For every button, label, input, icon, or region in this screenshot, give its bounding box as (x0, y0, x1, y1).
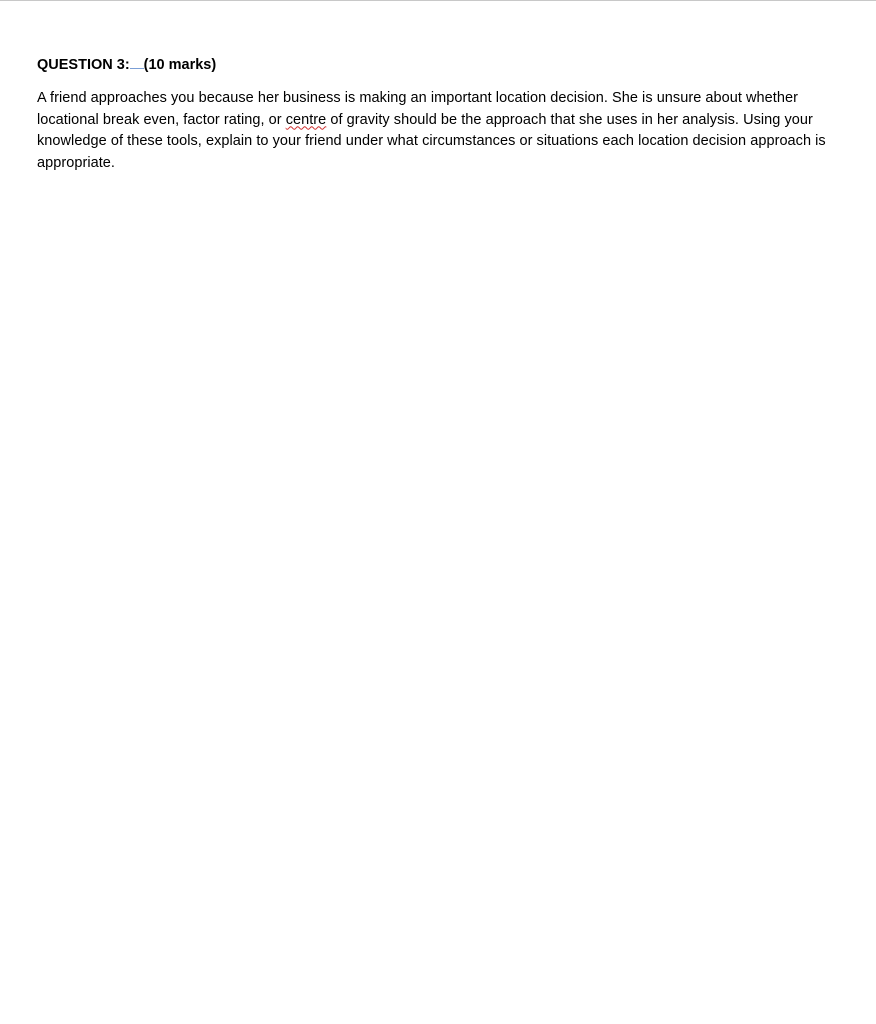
marks-label: (10 marks) (143, 57, 217, 73)
question-paragraph (37, 88, 837, 174)
question-label: QUESTION 3: (37, 57, 130, 73)
paragraph-text-part1: A friend approaches you because her business is making an important location decision. She is unsure about whether locational break even, factor rating, or (37, 90, 798, 128)
question-heading (37, 54, 837, 75)
underlined-gap (130, 54, 144, 69)
spellcheck-flagged-word[interactable]: centre (285, 111, 327, 128)
document-body (37, 54, 837, 174)
paragraph-text-part2: of gravity should be the approach that she uses in her analysis. Using your knowledge of these tools, explain to your friend under what circumstances or situations each location decision approach is appropriate. (37, 111, 826, 171)
page-top-border (0, 0, 876, 1)
